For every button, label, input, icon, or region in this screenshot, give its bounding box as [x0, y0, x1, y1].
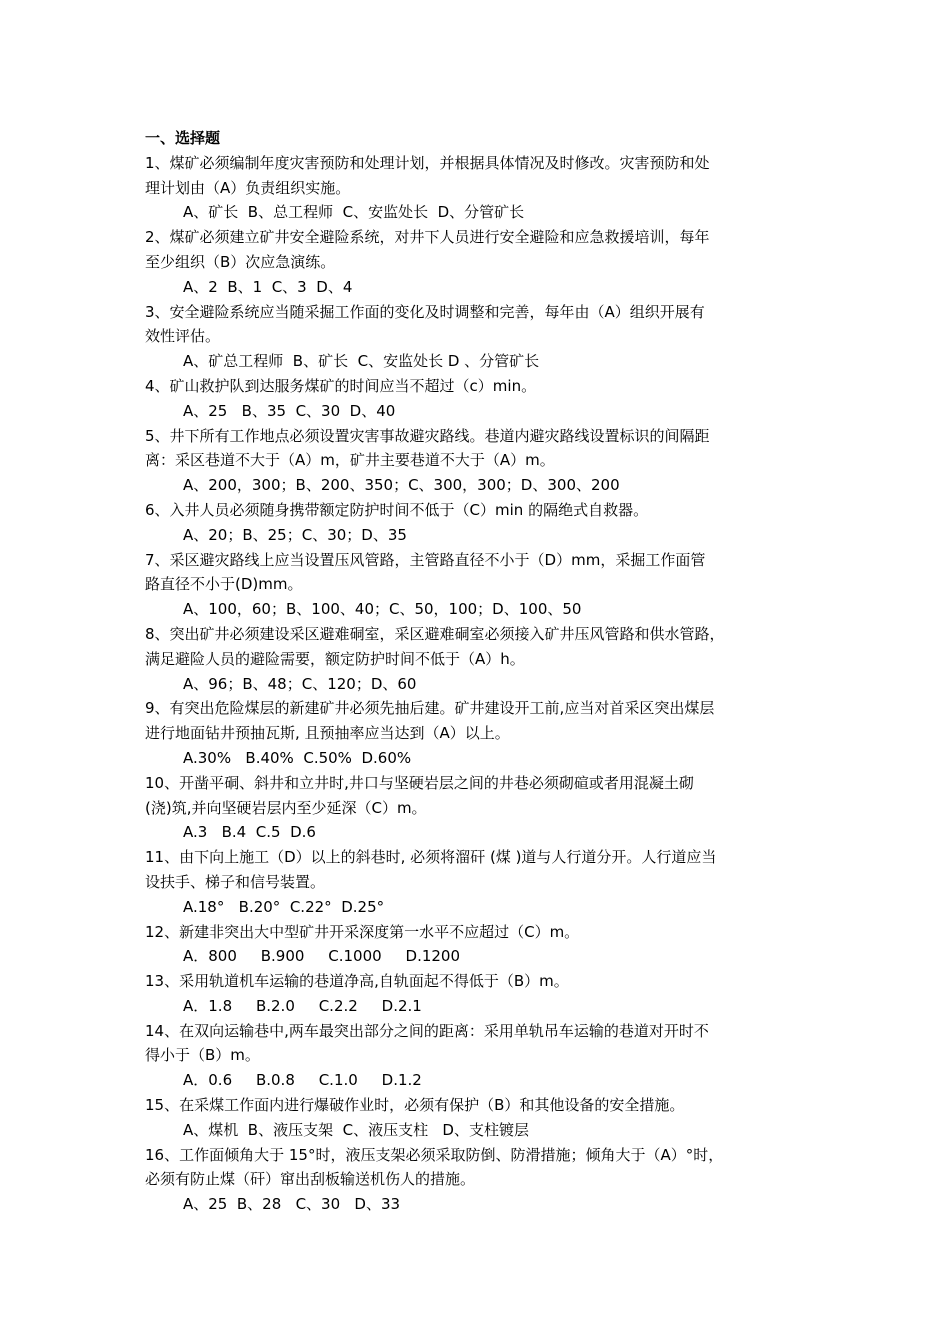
- question-text: 8、突出矿井必须建设采区避难硐室，采区避难硐室必须接入矿井压风管路和供水管路， 满足避险人员的避险需要，额定防护时间不低于（A）h。: [145, 624, 725, 668]
- question-text: 14、在双向运输巷中,两车最突出部分之间的距离：采用单轨吊车运输的巷道对开时不 得小于（B）m。: [145, 1021, 709, 1065]
- question-item: [145, 300, 825, 374]
- question-item: [145, 969, 825, 1019]
- question-text: 6、入井人员必须随身携带额定防护时间不低于（C）min 的隔绝式自救器。: [145, 500, 649, 519]
- question-text: 3、安全避险系统应当随采掘工作面的变化及时调整和完善，每年由（A）组织开展有 效性评估。: [145, 302, 705, 346]
- question-text: 2、煤矿必须建立矿井安全避险系统，对井下人员进行安全避险和应急救援培训，每年 至少组织（B）次应急演练。: [145, 228, 710, 271]
- question-item: [145, 622, 825, 696]
- question-text: 9、有突出危险煤层的新建矿井必须先抽后建。矿井建设开工前,应当对首采区突出煤层 进行地面钻井预抽瓦斯, 且预抽率应当达到（A）以上。: [145, 699, 715, 743]
- question-options: A、煤机 B、液压支架 C、液压支柱 D、支柱镀层: [183, 1120, 529, 1139]
- question-text: 15、在采煤工作面内进行爆破作业时，必须有保护（B）和其他设备的安全措施。: [145, 1096, 685, 1115]
- question-item: [145, 1093, 825, 1143]
- question-list: [145, 151, 825, 1217]
- question-text: 16、工作面倾角大于 15°时，液压支架必须采取防倒、防滑措施；倾角大于（A）°时， 必须有防止煤（矸）窜出刮板输送机伤人的措施。: [145, 1145, 724, 1189]
- question-item: [145, 771, 825, 845]
- question-item: [145, 424, 825, 498]
- question-text: 4、矿山救护队到达服务煤矿的时间应当不超过（c）min。: [145, 376, 537, 395]
- question-options: A、200，300；B、200、350；C、300，300；D、300、200: [183, 476, 620, 495]
- question-options: A．800 B.900 C.1000 D.1200: [183, 947, 461, 966]
- question-text: 10、开凿平硐、斜井和立井时,井口与坚硬岩层之间的井巷必须砌碹或者用混凝土砌 (浇)筑,并向坚硬岩层内至少延深（C）m。: [145, 773, 694, 817]
- question-text: 13、采用轨道机车运输的巷道净高,自轨面起不得低于（B）m。: [145, 972, 569, 991]
- question-options: A、25 B、28 C、30 D、33: [183, 1195, 401, 1214]
- question-options: A、20；B、25；C、30；D、35: [183, 525, 407, 544]
- question-item: [145, 374, 825, 424]
- question-item: [145, 225, 825, 299]
- section-title: 一、选择题: [145, 129, 221, 147]
- question-item: [145, 1143, 825, 1217]
- question-item: [145, 1019, 825, 1093]
- question-item: [145, 920, 825, 970]
- question-options: A．1.8 B.2.0 C.2.2 D.2.1: [183, 996, 422, 1015]
- document-page: [145, 126, 825, 1217]
- question-item: [145, 498, 825, 548]
- question-options: A．0.6 B.0.8 C.1.0 D.1.2: [183, 1071, 422, 1090]
- question-options: A.18° B.20° C.22° D.25°: [183, 897, 385, 916]
- question-options: A、100，60；B、100、40；C、50，100；D、100、50: [183, 600, 582, 619]
- question-item: [145, 845, 825, 919]
- question-options: A、96；B、48；C、120；D、60: [183, 674, 417, 693]
- question-item: [145, 696, 825, 770]
- question-options: A、2 B、1 C、3 D、4: [183, 277, 353, 296]
- question-item: [145, 548, 825, 622]
- question-options: A、矿长 B、总工程师 C、安监处长 D、分管矿长: [183, 203, 525, 222]
- question-text: 12、新建非突出大中型矿井开采深度第一水平不应超过（C）m。: [145, 922, 580, 941]
- question-text: 7、采区避灾路线上应当设置压风管路，主管路直径不小于（D）mm，采掘工作面管 路直径不小于(D)mm。: [145, 550, 706, 594]
- question-text: 1、煤矿必须编制年度灾害预防和处理计划，并根据具体情况及时修改。灾害预防和处 理计划由（A）负责组织实施。: [145, 153, 710, 197]
- question-options: A.30% B.40% C.50% D.60%: [183, 748, 412, 767]
- question-options: A、矿总工程师 B、矿长 C、安监处长 D 、分管矿长: [183, 352, 540, 371]
- question-text: 5、井下所有工作地点必须设置灾害事故避灾路线。巷道内避灾路线设置标识的间隔距 离：采区巷道不大于（A）m，矿井主要巷道不大于（A）m。: [145, 426, 710, 470]
- question-options: A、25 B、35 C、30 D、40: [183, 401, 396, 420]
- question-options: A.3 B.4 C.5 D.6: [183, 823, 316, 842]
- question-text: 11、由下向上施工（D）以上的斜巷时, 必须将溜矸 (煤 )道与人行道分开。人行道应当 设扶手、梯子和信号装置。: [145, 848, 717, 891]
- question-item: [145, 151, 825, 225]
